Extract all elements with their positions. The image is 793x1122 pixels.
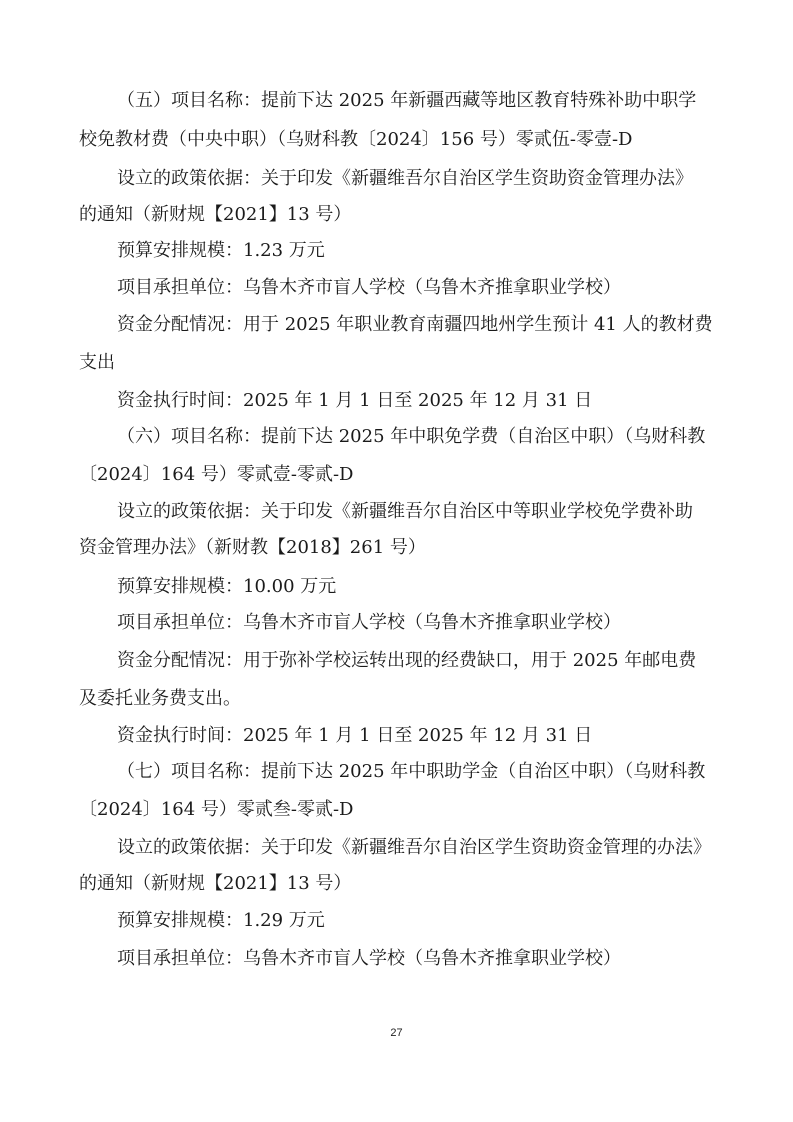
paragraph-line: 支出 bbox=[79, 352, 115, 373]
paragraph-line: 〔2024〕164 号）零贰叁-零贰-D bbox=[79, 799, 354, 820]
paragraph-line: （六）项目名称：提前下达 2025 年中职免学费（自治区中职）（乌财科教 bbox=[117, 426, 706, 447]
paragraph-line: 资金分配情况：用于 2025 年职业教育南疆四地州学生预计 41 人的教材费 bbox=[117, 314, 713, 335]
paragraph-line: 项目承担单位：乌鲁木齐市盲人学校（乌鲁木齐推拿职业学校） bbox=[117, 277, 621, 298]
paragraph-line: 预算安排规模：1.23 万元 bbox=[117, 240, 325, 261]
paragraph-line: 项目承担单位：乌鲁木齐市盲人学校（乌鲁木齐推拿职业学校） bbox=[117, 612, 621, 633]
paragraph-line: 资金执行时间：2025 年 1 月 1 日至 2025 年 12 月 31 日 bbox=[117, 725, 593, 746]
paragraph-line: 资金管理办法》（新财教【2018】261 号） bbox=[79, 537, 426, 558]
paragraph-line: 的通知（新财规【2021】13 号） bbox=[79, 873, 352, 894]
paragraph-line: 设立的政策依据：关于印发《新疆维吾尔自治区学生资助资金管理办法》 bbox=[117, 168, 693, 189]
paragraph-line: 设立的政策依据：关于印发《新疆维吾尔自治区中等职业学校免学费补助 bbox=[117, 501, 693, 522]
paragraph-line: 资金执行时间：2025 年 1 月 1 日至 2025 年 12 月 31 日 bbox=[117, 390, 593, 411]
paragraph-line: 预算安排规模：10.00 万元 bbox=[117, 576, 337, 597]
paragraph-line: 资金分配情况：用于弥补学校运转出现的经费缺口，用于 2025 年邮电费 bbox=[117, 650, 697, 671]
paragraph-line: 校免教材费（中央中职）（乌财科教〔2024〕156 号）零贰伍-零壹-D bbox=[79, 129, 633, 150]
paragraph-line: 项目承担单位：乌鲁木齐市盲人学校（乌鲁木齐推拿职业学校） bbox=[117, 948, 621, 969]
paragraph-line: 预算安排规模：1.29 万元 bbox=[117, 910, 325, 931]
paragraph-line: 的通知（新财规【2021】13 号） bbox=[79, 204, 352, 225]
paragraph-line: 设立的政策依据：关于印发《新疆维吾尔自治区学生资助资金管理的办法》 bbox=[117, 837, 711, 858]
paragraph-line: （七）项目名称：提前下达 2025 年中职助学金（自治区中职）（乌财科教 bbox=[117, 761, 706, 782]
paragraph-line: （五）项目名称：提前下达 2025 年新疆西藏等地区教育特殊补助中职学 bbox=[117, 90, 697, 111]
paragraph-line: 及委托业务费支出。 bbox=[79, 688, 241, 709]
paragraph-line: 〔2024〕164 号）零贰壹-零贰-D bbox=[79, 464, 354, 485]
page-number: 27 bbox=[390, 1027, 403, 1039]
